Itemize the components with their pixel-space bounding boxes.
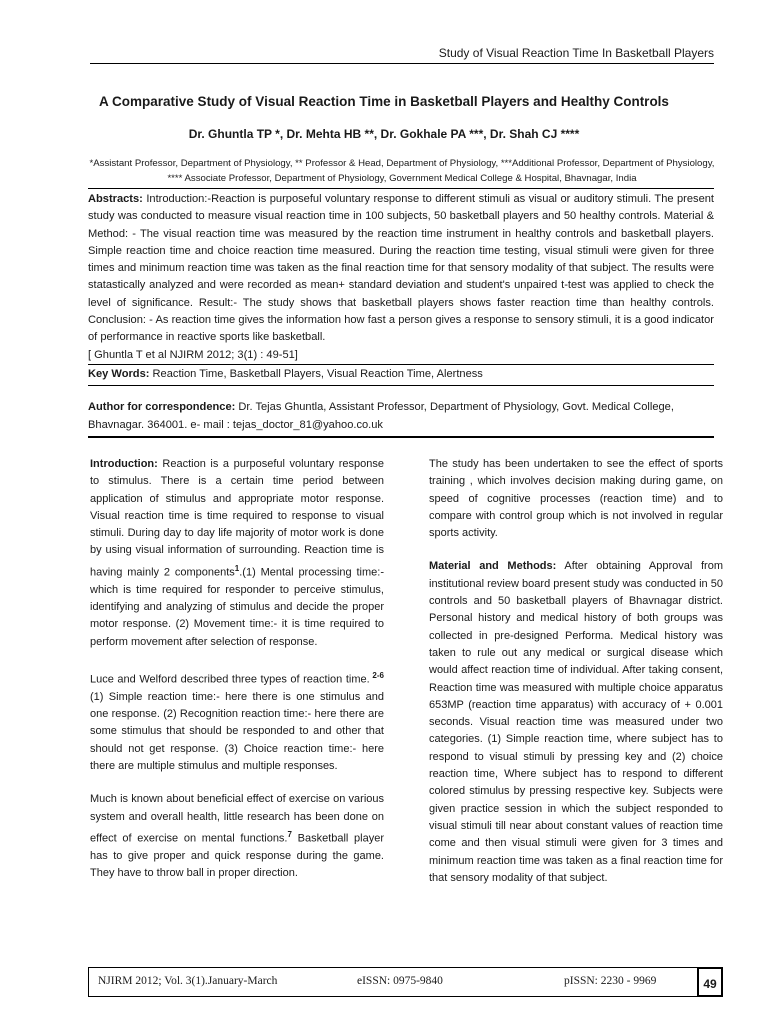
running-head: Study of Visual Reaction Time In Basketball Players <box>90 46 714 64</box>
correspondence-label: Author for correspondence: <box>88 401 236 413</box>
methods-paragraph <box>429 558 723 887</box>
luce-text: Luce and Welford described three types of reaction time. <box>90 673 370 686</box>
introduction-paragraph <box>90 456 384 651</box>
exercise-text-cont: Basketball player has to give proper and quick response during the game. They have to throw ball in proper direction. <box>90 832 384 880</box>
abstract <box>88 191 714 364</box>
footer <box>88 967 698 997</box>
reference-sup: 1 <box>234 563 240 573</box>
luce-text-cont: (1) Simple reaction time:- here there is one stimulus and one response. (2) Recognition reaction time:- here there are some stimulus that should be responded to and other that should not get response. (3) Choice reaction time:- here there are multiple stimulus and multiple responses. <box>90 690 384 773</box>
reference-sup: 2-6 <box>369 670 384 680</box>
paper-title: A Comparative Study of Visual Reaction Time in Basketball Players and Healthy Controls <box>99 94 669 109</box>
introduction-text: Reaction is a purposeful voluntary response to stimulus. There is a certain time period between application of stimulus and appropriate motor response. Visual reaction time is time required to response to visual stimuli. During day to day life majority of motor work is done by using visual information of surrounding. Reaction time is having mainly 2 components <box>90 458 384 579</box>
footer-journal: NJIRM 2012; Vol. 3(1).January-March <box>98 975 278 987</box>
study-paragraph: The study has been undertaken to see the effect of sports training , which involves decision making during game, on speed of cognitive processes (reaction time) and to compare with control group which is not involved in regular sports activity. <box>429 458 723 540</box>
left-column <box>90 456 384 899</box>
introduction-heading: Introduction: <box>90 458 158 470</box>
reference-sup: 7 <box>287 829 292 839</box>
correspondence <box>88 399 714 434</box>
keywords-label: Key Words: <box>88 367 150 380</box>
abstract-text: Introduction:-Reaction is purposeful voluntary response to different stimuli as visual or auditory stimuli. The present study was conducted to measure visual reaction time in 100 subjects, 50 basketball players and 50 healthy controls. Material & Method: - The visual reaction time was measured by the reaction time instrument in healthy controls and basketball players. Simple reaction time and choice reaction time measured. During the reaction time testing, visual stimuli were given for three times and minimum reaction time was taken as the final reaction time for that sensory modality of that subject. The results were statastically analyzed and were recorded as mean+ standard deviation and student's unpaired t-test was applied to check the level of significance. Result:- The study shows that basketball players shows faster reaction time than healthy controls. Conclusion: - As reaction time gives the information how fast a person gives a response to sensory stimuli, it is a good indicator of performance in reactive sports like basketball. <box>88 193 714 344</box>
exercise-paragraph <box>90 791 384 882</box>
abstract-box <box>88 188 714 386</box>
correspondence-box <box>88 399 714 438</box>
citation: [ Ghuntla T et al NJIRM 2012; 3(1) : 49-51] <box>88 348 298 361</box>
methods-text: After obtaining Approval from institutional review board present study was conducted in 50 controls and 50 basketball players of Bhavnagar district. Personal history and medical history of both groups was collected in pre-designed Performa. Medical history was taken to rule out any medical or surgical disease which would affect reaction time of individual. After taking consent, Reaction time was measured with multiple choice apparatus 653MP (reaction time apparatus) with accuracy of + 0.001 seconds. Visual reaction time was measured under two categories. (1) Simple reaction time, where subject has to respond to visual stimuli by pressing key and (2) choice reaction time, Where subject has to respond to different colored stimulus by pressing respective key. Subjects were given practice session in which the subject responded to visual stimuli till near about constant values of reaction time come and then visual stimuli were given for 3 times and minimum reaction time was taken as a final reaction time for that sensory modality of that subject. <box>429 560 723 884</box>
keywords <box>88 364 714 383</box>
abstract-label: Abstracts: <box>88 193 143 205</box>
footer-pissn: pISSN: 2230 - 9969 <box>564 975 657 987</box>
right-column <box>429 456 723 903</box>
luce-paragraph <box>90 667 384 775</box>
methods-heading: Material and Methods: <box>429 560 557 573</box>
keywords-text: Reaction Time, Basketball Players, Visual Reaction Time, Alertness <box>152 367 483 380</box>
introduction-text-cont: .(1) Mental processing time:- which is time required for responder to perceive stimulus, identifying and analyzing of stimulus and decide the proper motor response. (2) Movement time:- it is time required to perform movement after selection of response. <box>90 566 384 648</box>
affiliation: *Assistant Professor, Department of Physiology, ** Professor & Head, Department of Physiology, ***Additional Professor, Department of Physiology, **** Associate Professor, Department of Physiology, Government Medical College & Hospital, Bhavnagar, India <box>89 158 715 184</box>
exercise-text: Much is known about beneficial effect of exercise on various system and overall health, little research has been done on effect of exercise on mental functions. <box>90 793 384 845</box>
authors: Dr. Ghuntla TP *, Dr. Mehta HB **, Dr. Gokhale PA ***, Dr. Shah CJ **** <box>188 127 580 141</box>
page-number: 49 <box>697 967 723 997</box>
footer-eissn: eISSN: 0975-9840 <box>357 975 443 987</box>
correspondence-text: Dr. Tejas Ghuntla, Assistant Professor, Department of Physiology, Govt. Medical College, Bhavnagar. 364001. e- mail : tejas_doctor_81@yahoo.co.uk <box>88 401 674 431</box>
